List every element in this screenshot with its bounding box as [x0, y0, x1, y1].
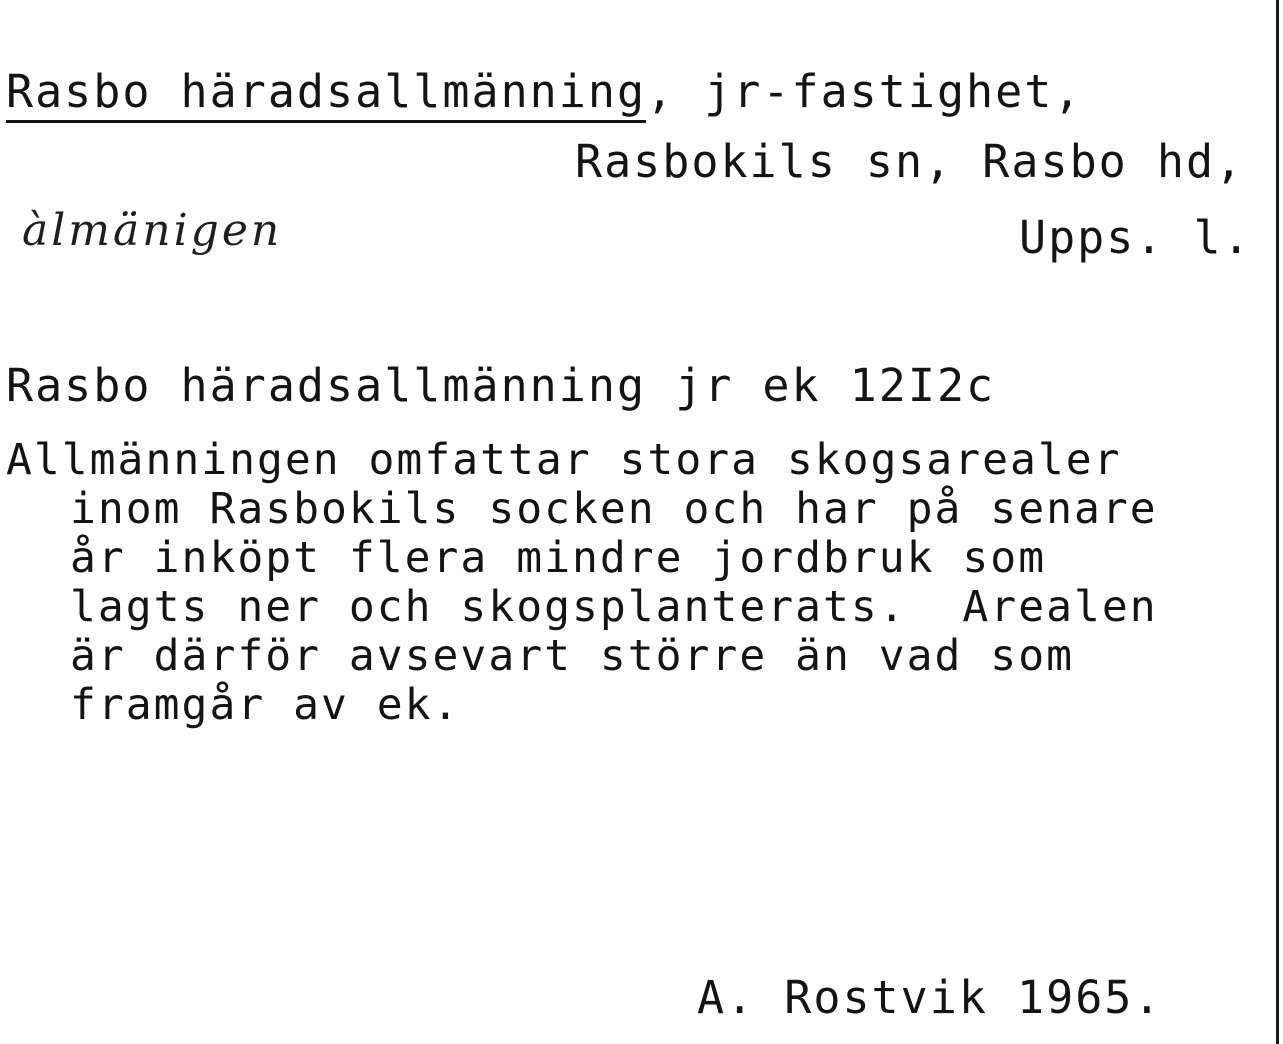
reference-line: Rasbo häradsallmänning jr ek 12I2c: [6, 359, 996, 412]
heading-place-name: Rasbo häradsallmänning: [6, 65, 646, 123]
location-parish-district: Rasbokils sn, Rasbo hd,: [575, 135, 1245, 188]
handwritten-note: àlmänigen: [22, 205, 283, 256]
body-line: är därför avsevart större än vad som: [70, 631, 1074, 681]
body-line: Allmänningen omfattar stora skogsarealer: [6, 435, 1122, 485]
location-province: Upps. l.: [1019, 211, 1252, 264]
signature-line: A. Rostvik 1965.: [697, 971, 1163, 1024]
body-line: år inköpt flera mindre jordbruk som: [70, 533, 1047, 583]
card-heading: [6, 66, 1082, 118]
body-line: framgår av ek.: [70, 680, 461, 730]
heading-place-type: , jr-fastighet,: [646, 65, 1083, 118]
card-edge-line: [1276, 0, 1279, 1044]
body-line: lagts ner och skogsplanterats. Arealen: [70, 582, 1158, 632]
body-line: inom Rasbokils socken och har på senare: [70, 484, 1158, 534]
